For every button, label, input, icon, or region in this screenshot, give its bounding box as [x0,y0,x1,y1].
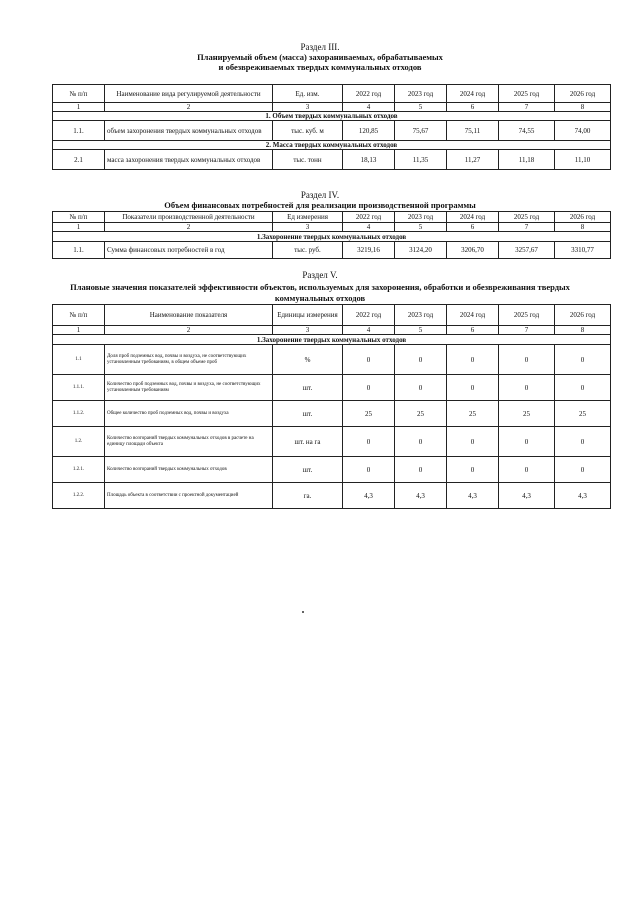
row-value: 25 [343,401,395,427]
row-number: 1.1. [53,242,105,259]
row-unit: тыс. руб. [273,242,343,259]
row-unit: шт. [273,457,343,483]
numbering-cell: 4 [343,103,395,112]
row-value: 3206,70 [447,242,499,259]
row-value: 0 [499,427,555,457]
row-value: 0 [343,427,395,457]
row-unit: га. [273,483,343,509]
table-row [53,375,611,401]
table-header-row [53,212,611,223]
row-value: 0 [343,457,395,483]
numbering-cell: 5 [395,326,447,335]
numbering-cell: 8 [555,326,611,335]
row-value: 0 [395,457,447,483]
row-value: 25 [555,401,611,427]
group-row [53,141,611,150]
table-row [53,483,611,509]
table-header-row [53,305,611,326]
row-value: 25 [447,401,499,427]
group-row [53,335,611,345]
row-unit: тыс. тонн [273,150,343,170]
row-value: 0 [395,375,447,401]
row-value: 11,35 [395,150,447,170]
row-value: 74,55 [499,121,555,141]
row-value: 120,85 [343,121,395,141]
row-value: 75,11 [447,121,499,141]
table-row [53,401,611,427]
row-value: 11,27 [447,150,499,170]
numbering-cell: 7 [499,223,555,232]
header-cell: Наименование показателя [105,305,273,326]
row-value: 75,67 [395,121,447,141]
row-label: Количество возгораний твердых коммунальных отходов в расчете на единицу площади объекта [105,427,273,457]
row-value: 4,3 [555,483,611,509]
group-title: 1.Захоронение твердых коммунальных отходов [53,232,611,242]
header-cell: Ед измерения [273,212,343,223]
row-value: 4,3 [447,483,499,509]
numbering-cell: 7 [499,326,555,335]
stray-dot [302,611,304,613]
row-value: 0 [447,375,499,401]
section4-title: Объем финансовых потребностей для реализации производственной программы [164,200,476,210]
row-value: 0 [499,457,555,483]
row-value: 0 [395,345,447,375]
group-title: 1.Захоронение твердых коммунальных отходов [53,335,611,345]
header-cell: № п/п [53,305,105,326]
header-cell: Ед. изм. [273,85,343,103]
header-cell: 2026 год [555,85,611,103]
table-row [53,345,611,375]
group-title: 1. Объем твердых коммунальных отходов [53,112,611,121]
section5-title-line2: коммунальных отходов [274,293,366,303]
numbering-row [53,223,611,232]
row-value: 0 [343,345,395,375]
numbering-cell: 6 [447,223,499,232]
row-value: 0 [499,375,555,401]
numbering-cell: 1 [53,326,105,335]
numbering-cell: 3 [273,223,343,232]
row-label: Количество проб подземных вод, почвы и воздуха, не соответствующих установленным требованиям [105,375,273,401]
section4-heading: Раздел IV. [300,190,340,200]
row-label: объем захоронения твердых коммунальных отходов [105,121,273,141]
row-number: 1.1 [53,345,105,375]
numbering-cell: 2 [105,326,273,335]
table-row [53,121,611,141]
header-cell: Единицы измерения [273,305,343,326]
row-value: 3310,77 [555,242,611,259]
table-row [53,427,611,457]
row-value: 18,13 [343,150,395,170]
row-value: 3219,16 [343,242,395,259]
row-value: 11,10 [555,150,611,170]
section3-title-line1: Планируемый объем (масса) захораниваемых, обрабатываемых [197,52,443,62]
row-value: 4,3 [343,483,395,509]
numbering-row [53,103,611,112]
numbering-cell: 1 [53,223,105,232]
section3-table [52,84,611,170]
group-row [53,232,611,242]
table-row [53,150,611,170]
table-row [53,242,611,259]
numbering-cell: 5 [395,223,447,232]
row-unit: тыс. куб. м [273,121,343,141]
header-cell: 2026 год [555,305,611,326]
row-value: 3124,20 [395,242,447,259]
row-value: 0 [555,457,611,483]
table-row [53,457,611,483]
row-value: 0 [499,345,555,375]
header-cell: 2023 год [395,85,447,103]
row-value: 0 [447,427,499,457]
row-number: 1.2. [53,427,105,457]
row-value: 0 [343,375,395,401]
numbering-cell: 5 [395,103,447,112]
header-cell: 2022 год [343,212,395,223]
header-cell: № п/п [53,85,105,103]
numbering-cell: 6 [447,326,499,335]
numbering-cell: 4 [343,223,395,232]
row-value: 74,00 [555,121,611,141]
numbering-cell: 7 [499,103,555,112]
row-value: 0 [555,375,611,401]
section4-table [52,211,611,259]
row-unit: шт. на га [273,427,343,457]
row-number: 1.2.1. [53,457,105,483]
row-number: 2.1 [53,150,105,170]
row-value: 0 [555,345,611,375]
section5-title-line1: Плановые значения показателей эффективности объектов, используемых для захоронения, обработки и обезвреживания твердых [70,282,570,292]
row-label: Площадь объекта в соответствии с проектной документацией [105,483,273,509]
numbering-row [53,326,611,335]
header-cell: 2024 год [447,305,499,326]
section3-title-line2: и обезвреживаемых твердых коммунальных отходов [218,62,422,72]
header-cell: 2022 год [343,305,395,326]
row-value: 3257,67 [499,242,555,259]
row-value: 11,18 [499,150,555,170]
numbering-cell: 4 [343,326,395,335]
section3-heading: Раздел III. [300,42,340,52]
row-unit: шт. [273,375,343,401]
header-cell: Наименование вида регулируемой деятельности [105,85,273,103]
row-label: Количество возгораний твердых коммунальных отходов [105,457,273,483]
row-value: 4,3 [499,483,555,509]
table-header-row [53,85,611,103]
header-cell: 2024 год [447,85,499,103]
header-cell: 2023 год [395,305,447,326]
header-cell: № п/п [53,212,105,223]
row-number: 1.1.2. [53,401,105,427]
row-value: 0 [555,427,611,457]
numbering-cell: 3 [273,326,343,335]
header-cell: 2024 год [447,212,499,223]
header-cell: 2022 год [343,85,395,103]
row-value: 25 [395,401,447,427]
section5-heading: Раздел V. [302,270,338,280]
row-value: 0 [447,345,499,375]
group-row [53,112,611,121]
header-cell: 2026 год [555,212,611,223]
row-label: Доля проб подземных вод, почвы и воздуха, не соответствующих установленным требованиям, в общем объеме проб [105,345,273,375]
header-cell: 2023 год [395,212,447,223]
numbering-cell: 8 [555,103,611,112]
row-unit: % [273,345,343,375]
row-unit: шт. [273,401,343,427]
row-number: 1.1. [53,121,105,141]
numbering-cell: 8 [555,223,611,232]
row-label: масса захоронения твердых коммунальных отходов [105,150,273,170]
row-label: Общее количество проб подземных вод, почвы и воздуха [105,401,273,427]
numbering-cell: 2 [105,103,273,112]
numbering-cell: 3 [273,103,343,112]
header-cell: 2025 год [499,85,555,103]
numbering-cell: 2 [105,223,273,232]
header-cell: Показатели производственной деятельности [105,212,273,223]
header-cell: 2025 год [499,305,555,326]
group-title: 2. Масса твердых коммунальных отходов [53,141,611,150]
row-number: 1.1.1. [53,375,105,401]
row-label: Сумма финансовых потребностей в год [105,242,273,259]
row-number: 1.2.2. [53,483,105,509]
numbering-cell: 6 [447,103,499,112]
numbering-cell: 1 [53,103,105,112]
row-value: 0 [447,457,499,483]
row-value: 25 [499,401,555,427]
row-value: 4,3 [395,483,447,509]
section5-table [52,304,611,509]
row-value: 0 [395,427,447,457]
header-cell: 2025 год [499,212,555,223]
